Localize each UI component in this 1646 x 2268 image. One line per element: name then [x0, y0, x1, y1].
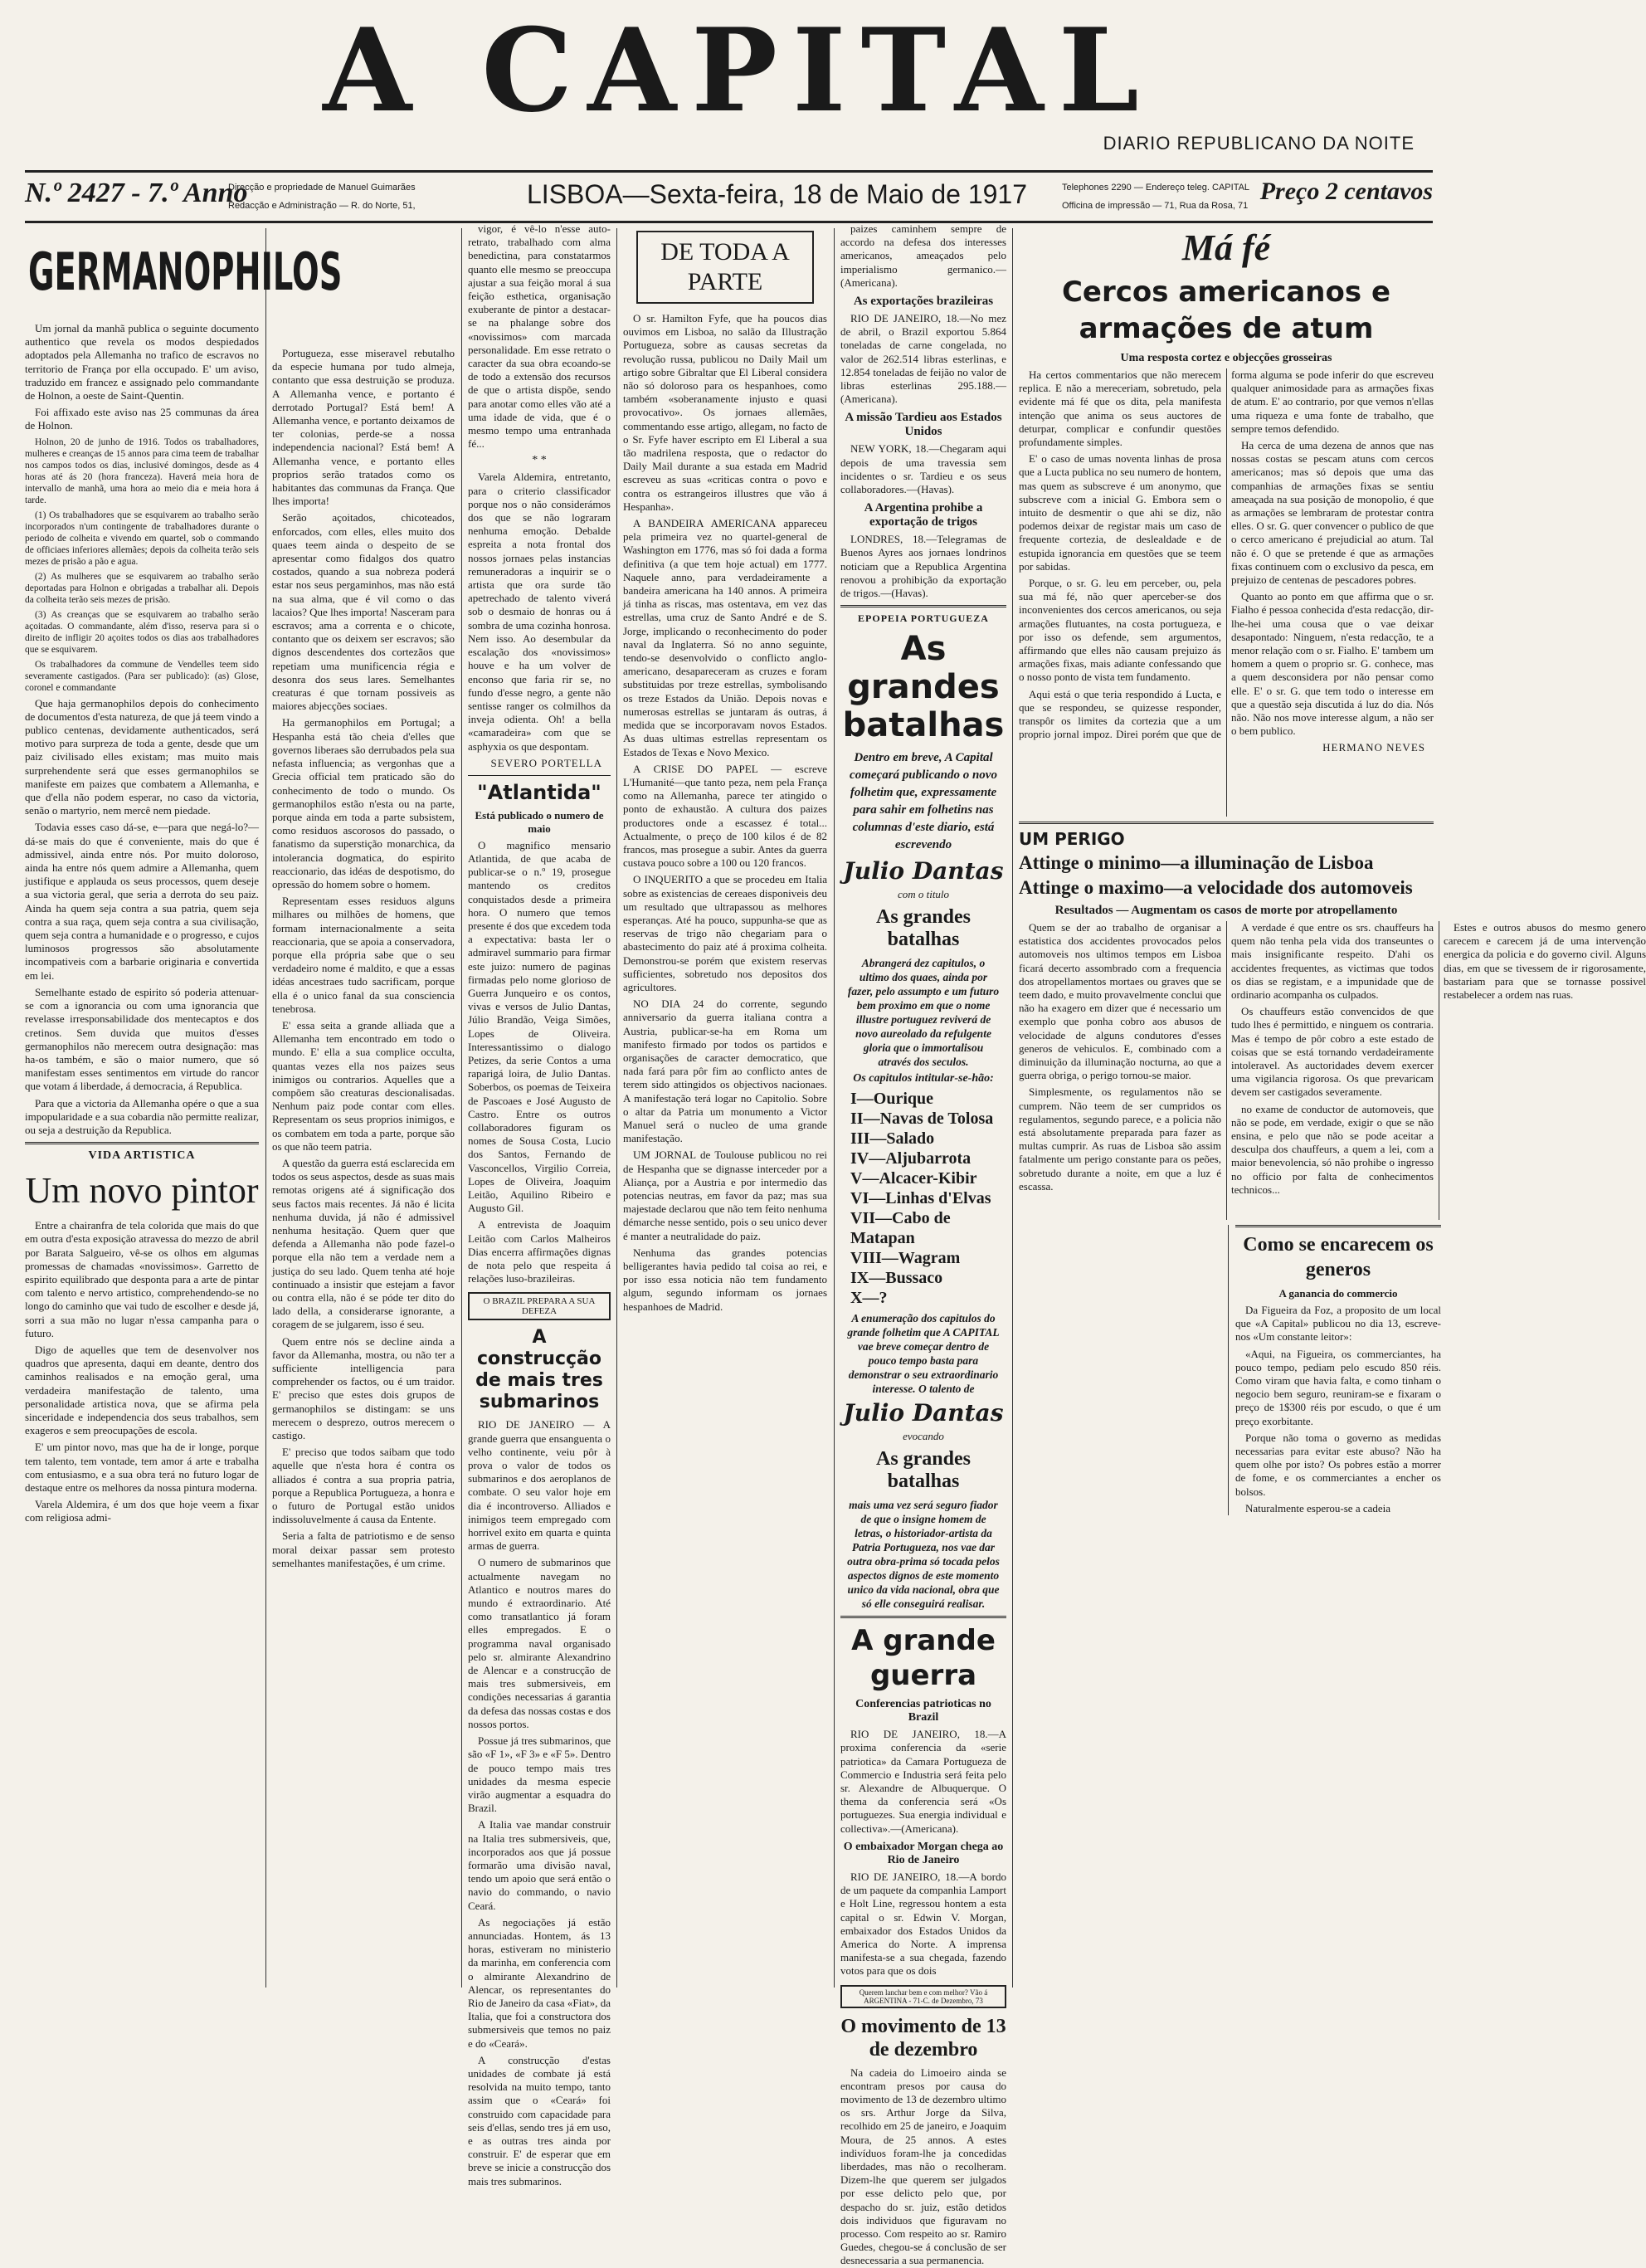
article-paragraph: Representam esses residuos alguns milhares ou milhões de homens, que formam internacionalmente a seita reaccionaria, que se apoia a conservadora, porque ella própria sabe que o seu verdadeiro nome é maldito, e que a essas idéas ancestraes tudo sacrificam, porque ella é o unico fanal da sua consciencia tenebrosa. — [272, 895, 455, 1015]
headline-construccao-submarinos: A construcção de mais tres submarinos — [475, 1327, 603, 1413]
article-paragraph: Naturalmente esperou-se a cadeia — [1245, 1501, 1391, 1514]
column-6 — [1019, 222, 1646, 1998]
author-signature: HERMANO NEVES — [1322, 741, 1425, 754]
column-3 — [468, 222, 611, 2188]
article-paragraph: Ha cerca de uma dezena de annos que nas nossas costas se pescam atuns com cercos americanos; mas só depois que uma das companhias de armações fixas se sentiu ameaçada na sua posição de monopolio, é que as armações se lembraram de protestar contra elles. O sr. G. quer convencer o publico de que o cerco americano é prejudicial ao atum. Tal não é. O que se pretende é que as armações fixas continuem com o exclusivo da pesca, em prejuizo de centenas de pescadores pobres. — [1231, 439, 1434, 587]
encarecem-article — [1228, 1225, 1441, 1515]
section-label-epopeia: EPOPEIA PORTUGUEZA — [858, 612, 989, 625]
chapter-item: I—Ourique — [850, 1090, 934, 1109]
headline-um-novo-pintor: Um novo pintor — [25, 1170, 259, 1212]
author-signature: SEVERO PORTELLA — [490, 756, 602, 769]
article-paragraph: Da Figueira da Foz, a proposito de um local que «A Capital» publicou no dia 13, escreve-nos «Um constante leitor»: — [1235, 1304, 1441, 1344]
article-paragraph: Na cadeia do Limoeiro ainda se encontram presos por causa do movimento de 13 de dezembro ultimo os srs. Arthur Jorge da Silva, recolhido em 25 de janeiro, e Joaquim Moura, de 25 annos. A estes indivíduos foram-lhe ja concedidas liberdades, mas não o recolheram. Dizem-lhe que querem ser julgados por esse delicto pelo que, por despacho do sr. juiz, estão detidos dois individuos que figuravam no processo. Com respeito ao sr. Ramiro Guedes, chegou-se á conclusão de ser desnecessaria a sua permanencia. — [840, 2066, 1006, 2267]
article-paragraph: Para que a victoria da Allemanha opére o que a sua impopularidade e a sua cobardia não permitte realizar, ou seja a destruição da Republica. — [25, 1096, 259, 1136]
article-paragraph: A questão da guerra está esclarecida em todos os seus aspectos, desde as suas mais remotas origens até á significação dos seus factos mais recentes. Já não é licita nenhuma duvida, já não é admissivel nenhuma hesitação. Quem quer que defenda a Allemanha não pode fazel-o porque ella não tem a verdade nem a justiça do seu lado. Quem tenha até hoje continuado a insistir que estejam a favor ou contra ella, não é se póde ter dito do lado della, a considerarse ignorante, a coragem de se julgarem, isso é seu. — [272, 1156, 455, 1331]
masthead-rule — [25, 170, 1433, 173]
kicker-box: O BRAZIL PREPARA A SUA DEFEZA — [468, 1292, 611, 1320]
article-paragraph: paizes caminhem sempre de accordo na defesa dos interesses americanos, ameaçados pelo imperialismo germanico.—(Americana). — [840, 222, 1006, 289]
column-1 — [25, 222, 343, 1998]
section-label-um-perigo: UM PERIGO — [1019, 829, 1125, 849]
article-paragraph: Portugueza, esse miseravel rebutalho da especie humana por tudo almeja, contanto que essa destruição se produza. A Allemanha vence, e portanto é derrotado Portugal? Está bem! A Allemanha vence, e portanto deixamos de ter colonias, perde-se a nossa independencia nacional? Está bem! A Allemanha vence, e portanto elles proprios serão tratados como os habitantes das communas da França. Que lhes importa! — [272, 347, 455, 508]
article-paragraph: Aqui está o que teria respondido á Lucta, e que se respondeu, se quizesse responder, transpôr os limites da cortezia que a um proprio jornal impoz. Direi porém que que de forma alguma se pode inferir do que escreveu qualquer animosidade para as armações fixas de atum. E' ao contrario, por que vemos n'ellas uma riqueza e uma fonte de trabalho, que sempre temos defendido. — [1019, 368, 1434, 741]
column-rule — [616, 228, 617, 1988]
chapter-item: IX—Bussaco — [850, 1269, 943, 1288]
article-paragraph: RIO DE JANEIRO, 18.—A proxima conferencia da «serie patriotica» da Camara Portugueza de Commercio e Industria será feita pelo sr. Alexandre de Albuquerque. O thema da conferencia será «Os portuguezes. Sua energia individual e collectiva».—(Americana). — [840, 1728, 1006, 1835]
article-paragraph: A construcção d'estas unidades de combate já está resolvida na muito tempo, tanto assim que o «Ceará» foi construido com capacidade para seis d'ellas, sendo tres já em uso, e as outras tres ainda por construir. E' de esperar que em breve se inicie a construcção dos mais tres submarinos. — [468, 2053, 611, 2188]
caption-text: evocando — [903, 1430, 944, 1443]
article-paragraph: «Aqui, na Figueira, os commerciantes, ha pouco tempo, pediam pelo escudo 850 réis. Como viram que havia falta, e como tinham o negocio bem seguro, reuniram-se e fixaram o preço de 1$300 réis por escudo, o que é um preço exorbitante. — [1235, 1347, 1441, 1427]
headline-attinge-minimo: Attinge o minimo—a illuminação de Lisboa — [1019, 852, 1374, 873]
article-paragraph: A verdade é que entre os srs. chauffeurs ha quem não tenha pela vida dos transeuntes o mais insignificante respeito. D'ahi os accidentes frequentes, as victimas que todos os dias se registam, e a impunidade que de ordinario acompanha os culpados. — [1231, 921, 1434, 1002]
article-paragraph: E' essa seita a grande alliada que a Allemanha tem encontrado em todo o mundo. E' ella a sua complice occulta, quantas vezes ella nos paizes seus inimigos ou contrarios. Aquelles que a compõem são creaturas descionalisadas. Nenhum paiz pode contar com elles. Representam os seus proprios inimigos, e os combatem em toda a parte, porque são os que não teem patria. — [272, 1018, 455, 1153]
headline-atlantida: "Atlantida" — [477, 780, 601, 804]
column-2 — [272, 222, 455, 1998]
feature-intro: Dentro em breve, A Capital começará publicando o novo folhetim que, expressamente para sahir em folhetins nas columnas d'este diario, está escrevendo — [850, 751, 997, 852]
subheadline: Está publicado o numero de maio — [475, 808, 604, 835]
telephones-info: Telephones 2290 — Endereço teleg. CAPITAL — [1062, 183, 1250, 193]
article-paragraph: no exame de conductor de automoveis, que não se pode, em verdade, exigir o que se não ensina, e pelo que não se pode aceitar a desculpa dos chauffeurs, a quem a lei, com a maior benevolencia, só não prohibe o ingresso no officio por falta de conhecimentos technicos... — [1231, 1102, 1434, 1196]
article-paragraph: As negociações já estão annunciadas. Hontem, ás 13 horas, estiveram no ministerio da marinha, em conferencia com o almirante Alexandrino de Alencar, os representantes do Rio de Janeiro da casa «Fiat», da Italia, que foi a constructora dos submersiveis que temos no paiz e do «Ceará». — [468, 1915, 611, 2050]
advertisement: Querem lanchar bem e com melhor? Vão á ARGENTINA - 71-C. de Dezembro, 73 — [840, 1985, 1006, 2008]
article-paragraph: Estes e outros abusos do mesmo genero carecem e carecem já de uma intervenção energica da policia e do governo civil. Alguns dias, em que se tivessem de ir rigorosamente, bastariam para que se tornasse possivel restabelecer a ordem nas ruas. — [1444, 921, 1646, 1002]
article-paragraph: Quanto ao ponto em que affirma que o sr. Fialho é pessoa conhecida d'esta redacção, dir-lhe-hei uma cousa que o vae deixar desapontado: Ninguem, n'esta redacção, te a menor relação com o sr. Fialho. E' tambem um homem a quem o proprio sr. G. conhece, mas a quem desconsidera por não pensar como elle. E' o sr. G. que tem todo o interesse em que a questão seja discutida á luz do dia. Nós não. Não nos move interesse algum, a não ser o bem publico. — [1231, 590, 1434, 738]
section-divider — [468, 775, 611, 776]
article-paragraph: RIO DE JANEIRO, 18.—A bordo de um paquete da companhia Lamport e Holt Line, regressou hontem a esta capital o sr. Edwin V. Morgan, embaixador dos Estados Unidos da America do Norte. A imprensa manifesta-se a sua chegada, fazendo votos para que os dois — [840, 1870, 1006, 1978]
section-divider — [840, 1616, 1006, 1618]
article-paragraph: NEW YORK, 18.—Chegaram aqui depois de uma travessia sem incidentes o sr. Tardieu e os seus collaboradores.—(Havas). — [840, 442, 1006, 496]
headline-movimento: O movimento de 13 de dezembro — [840, 2015, 1006, 2061]
article-paragraph: Todavia esses caso dá-se, e—para que negá-lo?—dá-se mais do que é conveniente, mais do que é admissivel, ainda entre nós. Por muito doloroso, ainda ha entre nós quem admire a Allemanha, quem justifique e applauda os seus processos, quem deseje a sua victoria geral, que seria a derrota do seu paiz. Ainda ha quem seja contra a sua patria, quem seja contra a sua raça, quem seja contra a sua civilisação, quem seja contra a humanidade e o progresso, e cujos luminosos progressos são absolutamente incompativeis com a barbarie originaria e convertida em lei. — [25, 821, 259, 982]
article-paragraph: Ha germanophilos em Portugal; a Hespanha está tão cheia d'elles que governos liberaes são derrubados pela sua nefasta influencia; as vergonhas que a Grecia official tem praticado são do conhecimento de todo o mundo. Os germanophilos estão n'esta ou na parte, porque ainda em toda a parte subsistem, como residuos ascorosos do passado, o fanatismo da superstição monarchica, da intolerancia dogmatica, do espirito reaccionario, das idéas de despotismo, do opressão do homem sobre o homem. — [272, 716, 455, 890]
section-divider — [1235, 1225, 1441, 1227]
quoted-notice: Holnon, 20 de junho de 1916. Todos os trabalhadores, mulheres e creanças de 15 annos para cima teem de trabalhar nos campos todos os dias, inclusivé domingos, desde as 4 horas até ás 20 (hora franceza). Haverá meia hora de intervallo de manhã, uma hora ao meio dia e meia hora á tarde. — [25, 437, 259, 505]
article-paragraph: A Italia vae mandar construir na Italia tres submersiveis, que, incorporados aos que já possue formarão uma divisão naval, tendo um apoio que será então o navio do commando, o navio Ceará. — [468, 1818, 611, 1912]
article-paragraph: Serão açoitados, chicoteados, enforcados, com elles, elles muito dos quaes teem ainda o despeito de se apresentar como fidalgos dos quatro costados, quando a sua nobreza poderá estar nos seus pergaminhos, mas não está na sua alma, que é vil como o das lacaios? Que lhes importa! Nasceram para escravos; ama a correnta e o chicote, contanto que os deixem ser escravos; são dignos descendentes dos cortezãos que repetiam uma munificencia régia e desonra dos seus lares. Semelhantes creaturas é que tornam possiveis as maiores abjecções sociaes. — [272, 511, 455, 713]
article-paragraph: O INQUERITO a que se procedeu em Italia sobre as existencias de cereaes disponiveis deu um resultado que ultrapassou as melhores esperanças. Até ha pouco, suppunha-se que as reservas de trigo não chegariam para o abastecimento do paiz até á proxima colheita. Demonstrou-se porém que existem reservas sufficientes, sobretudo nos depositos dos agricultores. — [623, 873, 827, 993]
issue-date: LISBOA—Sexta-feira, 18 de Maio de 1917 — [527, 179, 1028, 209]
headline-germanophilos: GERMANOPHILOS — [27, 241, 343, 302]
subheadline: Uma resposta cortez e objecções grosseiras — [1120, 352, 1332, 364]
section-divider — [840, 605, 1006, 607]
article-paragraph: Porque, o sr. G. leu em perceber, ou, pela sua má fé, não quer aperceber-se dos inconvenientes dos cercos americanos, ou seja armações flutuantes, na costa portugueza, e por isso os defende, sem argumentos, affirmando que elles não causam prejuizo ás armações fixas, mais adiante confessando que o nosso ponto de vista tem fundamento. — [1019, 577, 1221, 684]
subheadline: Conferencias patrioticas no Brazil — [855, 1698, 991, 1724]
chapter-list — [850, 1089, 1006, 1308]
section-label-vida-artistica: VIDA ARTISTICA — [88, 1149, 196, 1163]
feature-text: A enumeração dos capitulos do grande folhetim que A CAPITAL vae breve começar dentro de pouco tempo basta para demonstrar o seu extraordinario interesse. O talento de — [847, 1312, 1000, 1396]
chapter-item: VII—Cabo de Matapan — [850, 1209, 951, 1248]
article-paragraph: A entrevista de Joaquim Leitão com Carlos Malheiros Dias encerra affirmações dignas de nota pelo que respeita á relações luso-brazileiras. — [468, 1218, 611, 1285]
article-paragraph: E' o caso de umas noventa linhas de prosa que a Lucta publica no seu numero de hontem, mas quem as subscreve é um anonymo, que subscreve com a inicial G. Embora sem o intuito de desmentir o que ahi se diz, não podemos deixar de registar mais um caso de frequente cortezia, de deslealdade e de estupida ignorancia em questões que se teem por sabidas. — [1019, 452, 1221, 573]
article-paragraph: Varela Aldemira, é um dos que hoje veem a fixar com religiosa admi- — [25, 1498, 259, 1524]
subheadline: Resultados — Augmentam os casos de morte por atropellamento — [1054, 904, 1398, 917]
direction-info: Direcção e propriedade de Manuel Guimarães — [228, 183, 416, 193]
article-paragraph: Que haja germanophilos depois do conhecimento de documentos d'esta natureza, de que já teem vindo a publico centenas, devidamente authenticados, será motivo para surpreza de toda a gente, desde que um paiz civilisado elles existam; mas muito mais surprehendente será que esses germanophilos se manifeste em paizes que combatem a Allemanha, e que d'ella não podem esperar, no caso da victoria, senão o martyrio, nem mercê nem piedade. — [25, 696, 259, 817]
article-paragraph: Seria a falta de patriotismo e de senso moral deixar passar sem protesto semelhantes manifestações, é um crime. — [272, 1529, 455, 1569]
article-paragraph: NO DIA 24 do corrente, segundo anniversario da guerra italiana contra a Austria, publicar-se-ha em Roma um manifesto firmado por todos os partidos e organisações de caracter democratico, que nada fará para pôr fim ao conflicto antes de terem sido attingidos os objectivos nacionaes. A manifestação terá logar no Capitolio. Sobre o altar da Patria um monumento a Victor Manuel será o nucleo de uma grande manifestação. — [623, 997, 827, 1145]
article-paragraph: A CRISE DO PAPEL — escreve L'Humanité—que tanto peza, nem pela França como na Allemanha, parece ter atingido o ponto de exhaustão. A cultura dos paizes productores onde a escassez é total... Actualmente, o preço de 100 kilos é de 82 francos, mas prosegue a subir. Antes da guerra custava pouco sobre a 100 ou 120 francos. — [623, 762, 827, 870]
chapter-item: VI—Linhas d'Elvas — [850, 1189, 991, 1208]
article-paragraph: RIO DE JANEIRO — A grande guerra que ensanguenta o velho continente, veiu pôr à prova o valor de todos os submarinos e dos aeroplanos de combate. O seu valor hoje em dia é incontroverso. Alliados e inimigos teem empregado com horrivel exito em quarta e quinta armas de guerra. — [468, 1418, 611, 1553]
article-paragraph: Varela Aldemira, entretanto, para o criterio classificador porque nos o não considerámos dos que se não lograram nenhuma emoção. Debalde espreita a nota frontal dos nossos jornaes pelas instancias remuneradoras a inquirir se o artista que ora surde tão apetrechado de talento viverá sob o desmaio de honras ou á sombra de uma cozinha honrosa. Nem isso. Ao desembular da escalação dos «novissimos» houve e ha um volver de enconso que faria rir se, no fundo d'esse negro, a gente não sentisse ranger os colmilhos da inveja odienta. Oh! a bella «camaradeira» com que se asphyxia os que despontam. — [468, 471, 611, 753]
feature-text: mais uma vez será seguro fiador de que o insigne homem de letras, o historiador-artista da Patria Portugueza, nos vae dar outra obra-prima só tocada pelos aspectos dignos de este momento unico da vida nacional, obra que só elle conseguirá realisar. — [847, 1499, 1000, 1611]
article-paragraph: Os chauffeurs estão convencidos de que tudo lhes é permittido, e ninguem os contraria. Mas é tempo de pôr cobro a este estado de coisas que se está tornando verdadeiramente intoleravel. As auctoridades devem exercer uma vigilancia rigorosa. Os que prevaricam devem ser castigados severamente. — [1231, 1005, 1434, 1099]
article-paragraph: E' preciso que todos saibam que todo aquelle que n'esta hora é contra os alliados é contra a sua propria patria, porque a Republica Portugueza, a honra e o futuro de Portugal estão unidos indissoluvelmente á causa da Entente. — [272, 1446, 455, 1526]
article-paragraph: E' um pintor novo, mas que ha de ir longe, porque tem talento, tem vontade, tem amor á arte e trabalha com entusiasmo, e a sua obra terá no futuro logar de destaque entre os melhores da nossa pintura moderna. — [25, 1441, 259, 1494]
article-paragraph: vigor, é vê-lo n'esse auto-retrato, trabalhado com alma benedictina, para constatarmos quanto elle mesmo se preoccupa ajustar a sua feição moral á sua feição esthetica, organisação exuberante de pintor a destacar-se na phalange sobre dos «novissimos» com marcada personalidade. Em esse retrato o caracter da sua obra ecoando-se de todo a extensão dos recursos de que o artista dispõe, sendo para anotar como elles vão até a uma idade de vida, que é o mesmo tempo uma entranhada fé... — [468, 222, 611, 451]
chapter-item: VIII—Wagram — [850, 1249, 961, 1268]
article-paragraph: UM JORNAL de Toulouse publicou no rei de Hespanha que se dignasse interceder por a Aliança, por a Austria e por intermedio das potencias neutras, em favor da paz; mas sua majestade declarou que não tem feito nenhuma démarche nesse sentido, pois o seu unico dever é manter a neutralidade do paiz. — [623, 1149, 827, 1242]
article-paragraph: Porque não toma o governo as medidas necessarias para evitar este abuso? Não ha quem olhe por isto? Os pobres estão a morrer de fome, e os commerciantes a encher os bolsos. — [1235, 1431, 1441, 1498]
article-paragraph: O magnifico mensario Atlantida, de que acaba de publicar-se o n.º 19, prosegue mantendo os creditos conquistados desde a primeira hora. O numero que temos presente é dos que excedem toda a expectativa: basta ler o admiravel summario para firmar este juizo: numero de paginas firmadas pelo nome glorioso de Guerra Junqueiro e os contos, vivas e versos de Julio Dantas, Júlio Brandão, Veiga Simões, Lopes de Oliveira. Interessantissimo o dialogo Petizes, da serie Contos a uma raparigá loira, de Julio Dantas. Soberbos, os poemas de Teixeira de Pascoaes e José Augusto de Castro. Entre os outros collaboradores figuram os nomes de Sousa Costa, Lucio dos Santos, Fernando de Vasconcellos, Virgilio Correia, Lopes de Oliveira, Joaquim Leitão, Aquilino Ribeiro e Augusto Gil. — [468, 838, 611, 1215]
section-divider — [25, 1142, 259, 1144]
masthead — [0, 0, 1458, 166]
subheadline: A missão Tardieu aos Estados Unidos — [845, 411, 1002, 439]
column-5 — [840, 222, 1006, 2267]
feature-title: As grandes batalhas — [875, 906, 971, 951]
headline-encarecem-generos: Como se encarecem os generos — [1243, 1234, 1434, 1280]
section-divider — [1019, 822, 1434, 824]
column-4 — [623, 222, 827, 1998]
issue-number: N.º 2427 - 7.º Anno — [25, 178, 248, 208]
chapter-item: V—Alcacer-Kibir — [850, 1169, 977, 1188]
section-box-de-toda-a-parte: DE TODA A PARTE — [636, 231, 814, 304]
article-paragraph: Possue já tres submarinos, que são «F 1», «F 3» e «F 5». Dentro de pouco tempo mais tres unidades da mesma especie virão augmentar a esquadra do Brazil. — [468, 1734, 611, 1815]
subheadline: O embaixador Morgan chega ao Rio de Janeiro — [843, 1840, 1004, 1866]
article-paragraph: Ha certos commentarios que não merecem replica. E não a mereceriam, sobretudo, pela evidente má fé que os dita, pela manifesta intenção que anima os seus auctores de deturpar, complicar e confundir questões profundamente simples. — [1019, 368, 1221, 449]
chapters-heading: Os capitulos intitular-se-hão: — [853, 1072, 994, 1085]
ma-fe-article — [1019, 368, 1434, 817]
article-paragraph: Quem entre nós se decline ainda a favor da Allemanha, mostra, ou não ter a sufficiente intelligencia para comprehender os factos, ou é um traidor. E' preciso que estes dois grupos de germanophilos se distingam: se uns merecem o desprezo, outros merecem o castigo. — [272, 1334, 455, 1442]
column-rule — [834, 228, 835, 1988]
issue-price: Preço 2 centavos — [1259, 178, 1433, 205]
article-paragraph: Nenhuma das grandes potencias belligerantes havia pedido tal coisa ao rei, e por isso essa noticia não tem fundamento algum, segundo informam os jornaes hespanhoes de Madrid. — [623, 1246, 827, 1313]
perigo-article — [1019, 921, 1646, 1220]
feature-description: Abrangerá dez capitulos, o ultimo dos quaes, ainda por fazer, pelo assumpto e um futuro bem proximo em que o nome illustre portuguez reviverá de novo aureolado da refulgente gloria que o immortalisou através dos seculos. — [847, 957, 1000, 1069]
chapter-item: III—Salado — [850, 1129, 935, 1149]
oficina-info: Officina de impressão — 71, Rua da Rosa, 71 — [1062, 201, 1249, 211]
caption-text: com o titulo — [897, 888, 950, 901]
quoted-notice: (1) Os trabalhadores que se esquivarem ao trabalho serão incorporados n'um contingente de trabalhadores durante o periodo de colheita e vivendo em quartel, sob o commando de officiaes inferiores allemães; depois da colheita terão seis mezes de prisão a pão e agua. — [25, 510, 259, 567]
subheadline: As exportações brazileiras — [853, 295, 994, 309]
headline-ma-fe: Má fé — [1181, 227, 1271, 268]
article-paragraph: Um jornal da manhã publica o seguinte documento authentico que revela os modos despiedados adoptados pela Allemanha no trafico de escravos no territorio de França por ella occupado. E' um aviso, traduzido em francez e assignado pelo commandante de Holnon, a oeste de Saint-Quentin. — [25, 322, 259, 402]
newspaper-title: A CAPITAL — [323, 2, 1154, 138]
quoted-notice: (2) As mulheres que se esquivarem ao trabalho serão deportadas para Holnon e obrigadas a trabalhar ali. Depois da colheita terão seis mezes de prisão. — [25, 571, 259, 605]
article-paragraph: RIO DE JANEIRO, 18.—No mez de abril, o Brazil exportou 5.864 toneladas de carne congelada, no valor de 262.514 libras esterlinas, e 12.854 toneladas de feijão no valor de libras esterlinas 295.188.—(Americana). — [840, 312, 1006, 406]
separator-stars: * * — [532, 454, 547, 467]
chapter-item: X—? — [850, 1289, 888, 1308]
feature-title: As grandes batalhas — [875, 1448, 971, 1493]
quoted-notice: (3) As creanças que se esquivarem ao trabalho serão açoitadas. O commandante, além d'isso, reserva para si o direito de infligir 20 açoites todos os dias aos trabalhadores que se esquivarem. — [25, 609, 259, 655]
article-paragraph: Semelhante estado de espirito só poderia attenuar-se com a ignorancia ou com uma ignorancia que revelasse irresponsabilidade dos mentecaptos e dos cretinos. Sem duvida que muitos d'esses germanophilos não merecem outra designação: mas ha-os também, e são o maior numero, que só manifestam esses sentimentos em virtude do rancor que votam á liberdade, á democracia, á Republica. — [25, 985, 259, 1093]
newspaper-subtitle: DIARIO REPUBLICANO DA NOITE — [1103, 133, 1415, 154]
headline-attinge-maximo: Attinge o maximo—a velocidade dos automoveis — [1019, 877, 1413, 898]
redaccao-info: Redacção e Administração — R. do Norte, 51, — [228, 201, 416, 211]
headline-cercos-americanos: Cercos americanos e armações de atum — [1061, 276, 1390, 345]
column-rule — [1012, 228, 1013, 1988]
chapter-item: II—Navas de Tolosa — [850, 1110, 994, 1129]
article-paragraph: O numero de submarinos que actualmente navegam no Atlantico e noutros mares do mundo é extraordinario. Até como transatlantico já foram elles empregados. E o programma naval organisado pelo sr. almirante Alexandrino de Alencar e a construcção de mais tres submersiveis, em condições necessarias á garantia da defesa das nossas costas e dos nossos portos. — [468, 1556, 611, 1730]
article-paragraph: Digo de aquelles que tem de desenvolver nos quadros que apresenta, daqui em deante, dentro dos caminhos realisados e na emoção geral, uma verdadeira manifestação de talento, uma personalidade artistica nova, que se afirma pela sinceridade e independencia dos seus trabalhos, sem exageros e sem preocupações de escola. — [25, 1343, 259, 1437]
article-paragraph: A BANDEIRA AMERICANA appareceu pela primeira vez no quartel-general de Washington em 1776, mas só foi dada a forma definitiva (a que tem hoje actual) em 1777. Naquele anno, para verdadeiramente a bandeira americana ha 140 annos. A primeira já tinha as riscas, mas ostentava, em vez das estrellas, uma cruz de Santo André e de S. Jorge, implicando o reconhecimento do poder naval da Inglaterra. Só no anno seguinte, tendo-se desenvolvido o conflicto anglo-americano, desapareceram as cruzes e foram substituidas por treze estrellas, symbolisando os treze Estados da União. Depois novas e numerosas estrellas se juntaram ás outras, á medida que se incorporavam novos Estados. As duas ultimas estrellas representam os Estados de Texas e Novo Mexico. — [623, 517, 827, 758]
quoted-notice: Os trabalhadores da commune de Vendelles teem sido severamente castigados. (Para ser publicado): (as) Glose, coronel e commandante — [25, 659, 259, 693]
column-rule — [265, 228, 266, 1988]
author-name: Julio Dantas — [843, 857, 1004, 885]
info-bar — [25, 174, 1433, 221]
subheadline: A Argentina prohibe a exportação de trigos — [864, 501, 983, 529]
column-rule — [461, 228, 462, 1988]
article-paragraph: LONDRES, 18.—Telegramas de Buenos Ayres aos jornaes londrinos noticiam que a Republica Argentina renovou a prohibição da exportação de trigos.—(Havas). — [840, 533, 1006, 600]
headline-grandes-batalhas: As grandes batalhas — [842, 630, 1005, 745]
article-paragraph: O sr. Hamilton Fyfe, que ha poucos dias ouvimos em Lisboa, no salão da Illustração Portugueza, sobre as causas secretas da revolução russa, publicou no Daily Mail um artigo sobre Gibraltar que El Liberal considera não só doloroso para os hespanhoes, como também «soberanamente injusto e quasi provocativo». Os jornaes allemães, commentando esse artigo, allegam, no facto de o Sr. Fyfe haver escripto em El Liberal a sua tão madrilena resposta, que o redactor do Daily Mail durante a sua estada em Madrid escreveu as suas «criticas contra o povo e contra os estrangeiros illustres que vão á Hespanha». — [623, 312, 827, 513]
headline-grande-guerra: A grande guerra — [851, 1624, 996, 1693]
author-name: Julio Dantas — [843, 1399, 1004, 1427]
article-paragraph: Quem se der ao trabalho de organisar a estatistica dos accidentes provocados pelos automoveis nos ultimos tempos em Lisboa ficará decerto assombrado com a frequencia dos atropellamentos mortaes ou graves que se teem dado, e muito provavelmente conclui que não ha exagero em dizer que é necessario um exemplo que ponha cobro aos abusos de velocidade de alguns condutores d'esses generos de vehiculos. E, combinado com a diminuição da illuminação nocturna, ao que a guerra obriga, o perigo tornou-se maior. — [1019, 921, 1221, 1082]
subheadline: A ganancia do commercio — [1278, 1287, 1398, 1300]
article-paragraph: Entre a chairanfra de tela colorida que mais do que em outra d'esta exposição atravessa do mezzo de abril por Barata Salgueiro, vê-se os olhos em algumas promessas de chamadas «novissimos». Garretto de espirito equilibrado que desponta para a arte de pintar com talento e nervo artistico, comprehendendo-se no longo do caminho que vai tudo de escolher e desde já, sorri a sua mão no lugar n'essa campanha para o futuro. — [25, 1219, 259, 1339]
article-paragraph: Foi affixado este aviso nas 25 communas da área de Holnon. — [25, 406, 259, 432]
chapter-item: IV—Aljubarrota — [850, 1149, 972, 1168]
article-paragraph: Simplesmente, os regulamentos não se cumprem. Não teem de ser cumpridos os regulamentos, segundo parece, e a policia não está absolutamente preparada para fazer as multas cumprir. As ruas de Lisboa são assim fatalmente um perigo constante para os peões, sobretudo durante a noite, em que a luz é escassa. — [1019, 1085, 1221, 1193]
